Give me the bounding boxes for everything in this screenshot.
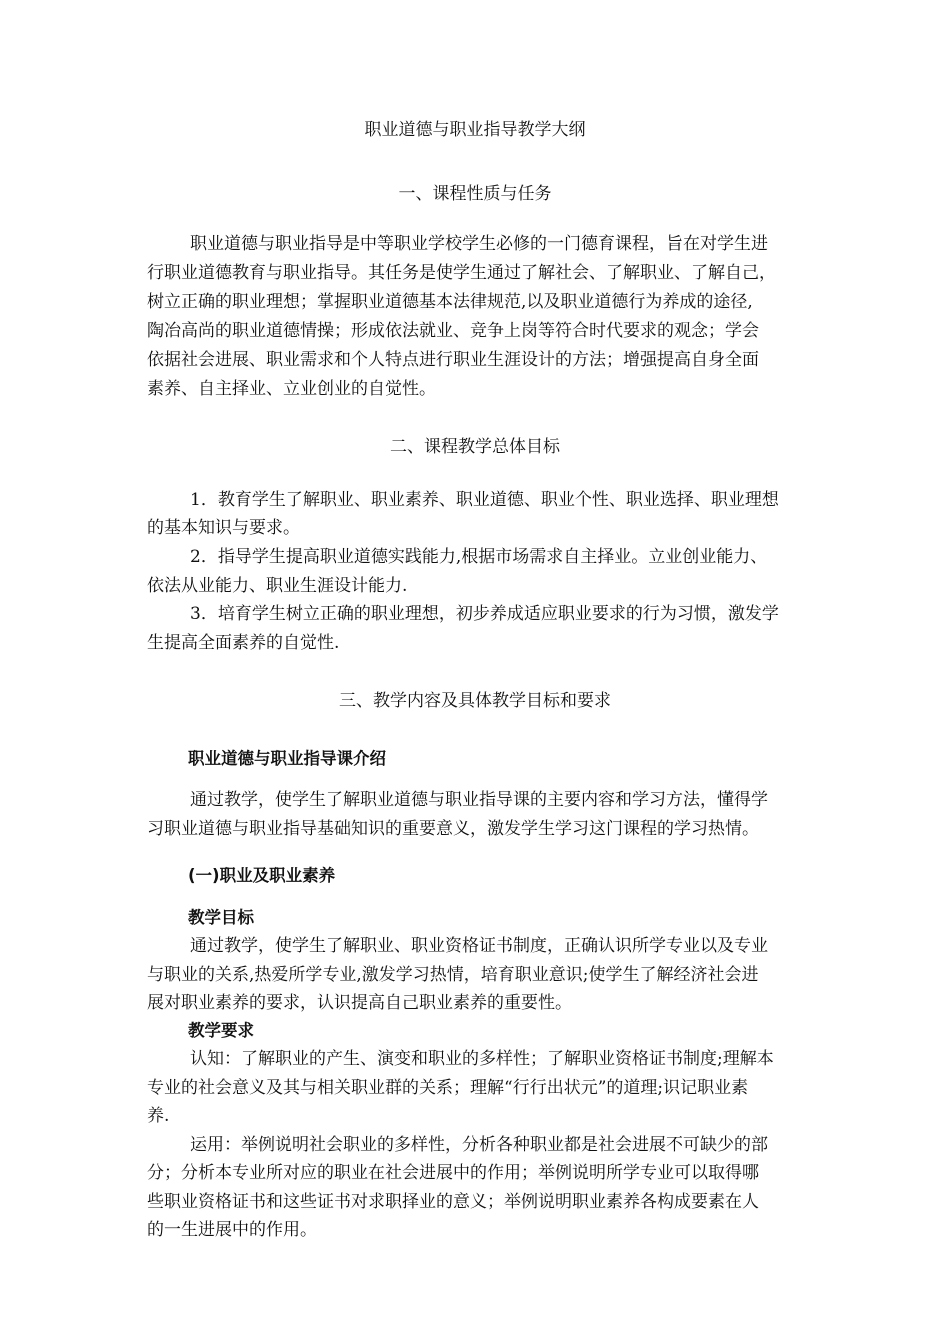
cognition-line: 认知：了解职业的产生、演变和职业的多样性；了解职业资格证书制度;理解本 bbox=[190, 1049, 774, 1069]
paragraph-line: 素养、自主择业、立业创业的自觉性。 bbox=[147, 379, 436, 399]
requirement-heading: 教学要求 bbox=[188, 1021, 254, 1040]
goal-line: 3．培育学生树立正确的职业理想，初步养成适应职业要求的行为习惯，激发学 bbox=[190, 604, 779, 624]
section-heading-3: 三、教学内容及具体教学目标和要求 bbox=[339, 691, 611, 711]
goal-paragraph-line: 与职业的关系,热爱所学专业,激发学习热情，培育职业意识;使学生了解经济社会进 bbox=[147, 965, 759, 985]
document-title: 职业道德与职业指导教学大纲 bbox=[364, 120, 586, 140]
application-line: 运用：举例说明社会职业的多样性，分析各种职业都是社会进展不可缺少的部 bbox=[190, 1135, 768, 1155]
application-line: 的一生进展中的作用。 bbox=[147, 1220, 317, 1240]
goal-line: 生提高全面素养的自觉性. bbox=[147, 633, 340, 653]
cognition-line: 专业的社会意义及其与相关职业群的关系；理解“行行出状元”的道理;识记职业素 bbox=[147, 1078, 749, 1098]
goal-line: 1．教育学生了解职业、职业素养、职业道德、职业个性、职业选择、职业理想 bbox=[190, 490, 779, 510]
unit-heading: (一)职业及职业素养 bbox=[188, 866, 336, 885]
goal-heading: 教学目标 bbox=[188, 908, 254, 927]
application-line: 分；分析本专业所对应的职业在社会进展中的作用；举例说明所学专业可以取得哪 bbox=[147, 1163, 759, 1183]
intro-line: 通过教学，使学生了解职业道德与职业指导课的主要内容和学习方法，懂得学 bbox=[190, 790, 768, 810]
goal-paragraph-line: 通过教学，使学生了解职业、职业资格证书制度，正确认识所学专业以及专业 bbox=[190, 936, 768, 956]
cognition-line: 养. bbox=[147, 1106, 170, 1126]
paragraph-line: 行职业道德教育与职业指导。其任务是使学生通过了解社会、了解职业、了解自己， bbox=[147, 263, 776, 283]
goal-line: 的基本知识与要求。 bbox=[147, 518, 300, 538]
section-heading-2: 二、课程教学总体目标 bbox=[390, 437, 560, 457]
goal-line: 依法从业能力、职业生涯设计能力. bbox=[147, 576, 408, 596]
intro-line: 习职业道德与职业指导基础知识的重要意义，激发学生学习这门课程的学习热情。 bbox=[147, 819, 759, 839]
section-heading-1: 一、课程性质与任务 bbox=[398, 184, 552, 204]
paragraph-line: 职业道德与职业指导是中等职业学校学生必修的一门德育课程，旨在对学生进 bbox=[190, 234, 768, 254]
goal-line: 2．指导学生提高职业道德实践能力,根据市场需求自主择业。立业创业能力、 bbox=[190, 547, 768, 567]
paragraph-line: 陶冶高尚的职业道德情操；形成依法就业、竞争上岗等符合时代要求的观念；学会 bbox=[147, 321, 759, 341]
intro-heading: 职业道德与职业指导课介绍 bbox=[188, 749, 386, 768]
application-line: 些职业资格证书和这些证书对求职择业的意义；举例说明职业素养各构成要素在人 bbox=[147, 1192, 759, 1212]
paragraph-line: 树立正确的职业理想；掌握职业道德基本法律规范,以及职业道德行为养成的途径, bbox=[147, 292, 753, 312]
goal-paragraph-line: 展对职业素养的要求，认识提高自己职业素养的重要性。 bbox=[147, 993, 572, 1013]
paragraph-line: 依据社会进展、职业需求和个人特点进行职业生涯设计的方法；增强提高自身全面 bbox=[147, 350, 759, 370]
